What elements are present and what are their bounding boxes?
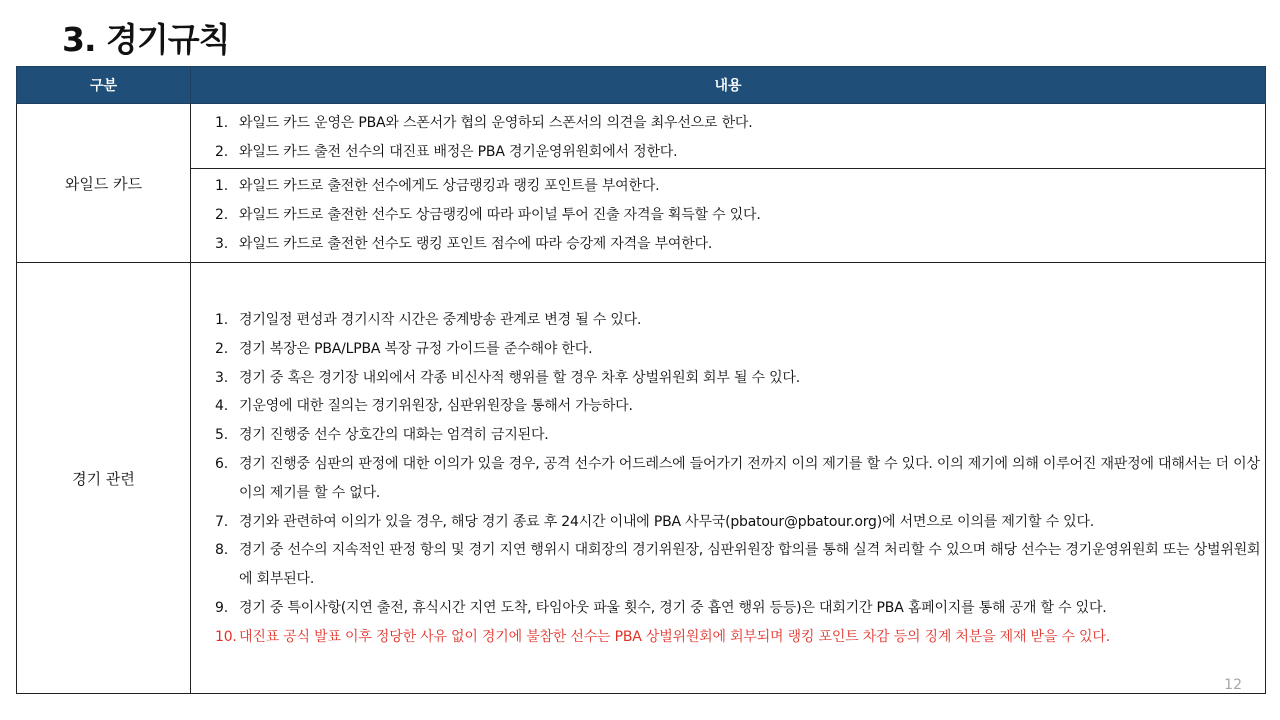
wildcard-list-1 [191,109,1265,167]
game-content [191,263,1266,694]
wildcard-content-2 [191,169,1266,263]
list-item-number: 1. [215,178,228,194]
list-item [191,508,1261,537]
list-item-text: 대진표 공식 발표 이후 정당한 사유 없이 경기에 불참한 선수는 PBA 상벌위원회에 회부되며 랭킹 포인트 차감 등의 징계 처분을 제재 받을 수 있다. [239,628,1110,645]
list-item-text: 경기 중 혹은 경기장 내외에서 각종 비신사적 행위를 할 경우 차후 상벌위원회 회부 될 수 있다. [239,369,800,386]
list-item-number: 2. [215,143,228,160]
header-content: 내용 [191,67,1266,104]
list-item-text: 경기일정 편성과 경기시작 시간은 중계방송 관계로 변경 될 수 있다. [239,312,642,328]
list-item-text: 경기 진행중 심판의 판정에 대한 이의가 있을 경우, 공격 선수가 어드레스에 들어가기 전까지 이의 제기를 할 수 있다. 이의 제기에 의해 이루어진 재판정에 대해서는 더 이상 이의 제기를 할 수 없다. [239,455,1260,501]
list-item-text: 와일드 카드 운영은 PBA와 스폰서가 협의 운영하되 스폰서의 의견을 최우선으로 한다. [239,115,753,131]
list-item [191,306,1261,335]
list-item-text: 경기 중 선수의 지속적인 판정 항의 및 경기 지연 행위시 대회장의 경기위원장, 심판위원장 합의를 통해 실격 처리할 수 있으며 해당 선수는 경기운영위원회 또는 상벌위원회에 회부된다. [239,542,1261,588]
category-wildcard: 와일드 카드 [17,104,191,263]
list-item-text: 와일드 카드로 출전한 선수에게도 상금랭킹과 랭킹 포인트를 부여한다. [239,178,660,194]
list-item [191,450,1261,508]
list-item-number: 3. [215,235,228,252]
table-row [17,169,1266,263]
wildcard-content-1 [191,104,1266,169]
list-item [191,623,1261,652]
table-header-row [17,67,1266,104]
list-item [191,109,1261,138]
list-item-number: 5. [215,427,228,444]
list-item-number: 7. [215,513,228,530]
list-item-text: 기운영에 대한 질의는 경기위원장, 심판위원장을 통해서 가능하다. [239,398,633,415]
list-item-text: 와일드 카드로 출전한 선수도 랭킹 포인트 점수에 따라 승강제 자격을 부여한다. [239,235,713,252]
page-number: 12 [1224,677,1242,693]
list-item [191,364,1261,393]
list-item-text: 경기와 관련하여 이의가 있을 경우, 해당 경기 종료 후 24시간 이내에 PBA 사무국(pbatour@pbatour.org)에 서면으로 이의를 제기할 수 있다. [239,513,1095,530]
list-item-number: 8. [215,542,228,559]
header-category: 구분 [17,67,191,104]
list-item-text: 와일드 카드로 출전한 선수도 상금랭킹에 따라 파이널 투어 진출 자격을 획득할 수 있다. [239,206,761,223]
list-item-number: 2. [215,340,228,357]
list-item-number: 3. [215,369,228,386]
list-item [191,536,1261,594]
list-item [191,230,1261,259]
list-item-number: 1. [215,115,228,131]
table-row [17,263,1266,694]
list-item-text: 경기 중 특이사항(지연 출전, 휴식시간 지연 도착, 타임아웃 파울 횟수, 경기 중 흡연 행위 등등)은 대회기간 PBA 홈페이지를 통해 공개 할 수 있다. [239,599,1107,616]
list-item [191,421,1261,450]
list-item [191,335,1261,364]
wildcard-list-2 [191,172,1265,258]
list-item-text: 경기 진행중 선수 상호간의 대화는 엄격히 금지된다. [239,427,549,444]
category-game: 경기 관련 [17,263,191,694]
game-rules-list [191,306,1265,652]
list-item [191,392,1261,421]
list-item-number: 9. [215,599,228,616]
list-item-number: 4. [215,398,228,415]
list-item [191,201,1261,230]
rules-table [16,66,1266,694]
list-item [191,172,1261,201]
list-item-number: 2. [215,206,228,223]
list-item-text: 경기 복장은 PBA/LPBA 복장 규정 가이드를 준수해야 한다. [239,340,593,357]
list-item-number: 1. [215,312,228,328]
list-item [191,594,1261,623]
list-item [191,138,1261,167]
list-item-number: 10. [215,628,237,645]
page-title: 3. 경기규칙 [62,20,230,59]
table-row [17,104,1266,169]
list-item-number: 6. [215,455,228,472]
list-item-text: 와일드 카드 출전 선수의 대진표 배정은 PBA 경기운영위원회에서 정한다. [239,143,678,160]
